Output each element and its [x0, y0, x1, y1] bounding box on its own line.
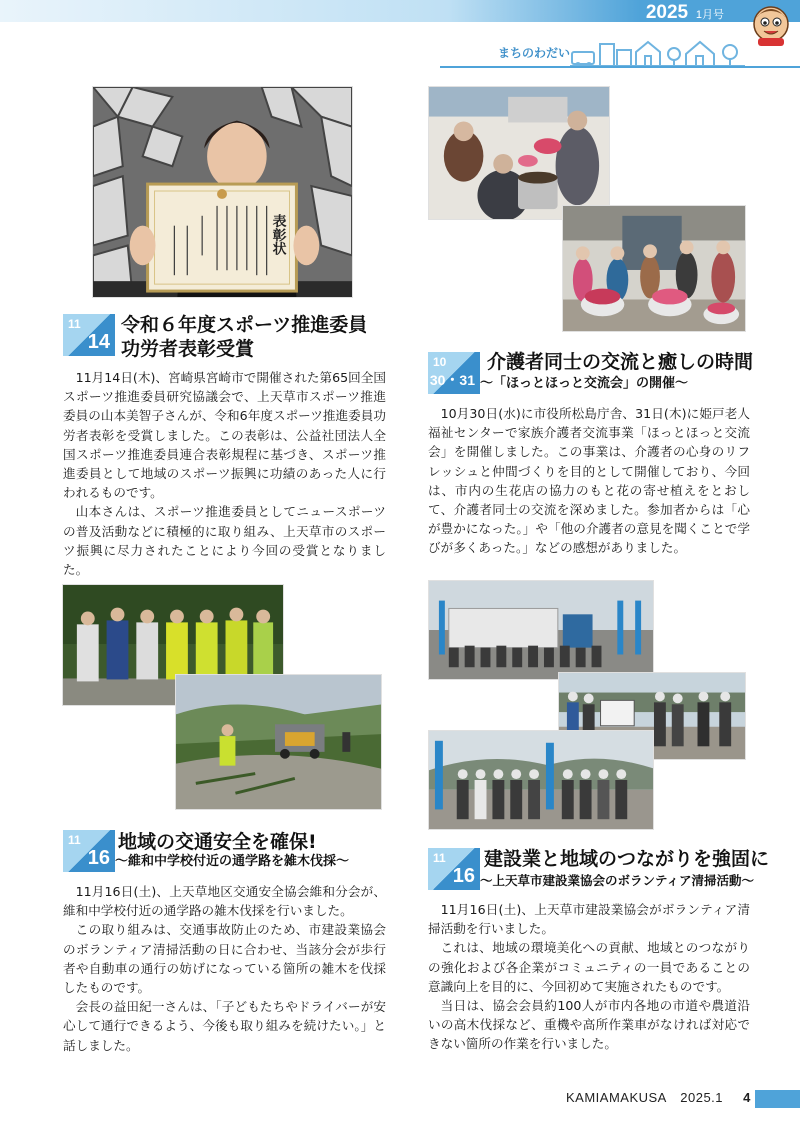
certificate-title: 表彰状 — [269, 213, 286, 256]
paragraph: これは、地域の環境美化への貢献、地域とのつながりの強化および各企業がコミュニティの一員であることの意識向上を目的に、今回初めて実施されたものです。 — [428, 940, 750, 994]
date-day: 16 — [87, 847, 110, 869]
paragraph: 会長の益田紀一さんは、「子どもたちやドライバーが安心して通行できるよう、今後も取り組みを続けたい。」と話しました。 — [63, 999, 386, 1053]
paragraph: 10月30日(水)に市役所松島庁舎、31日(木)に姫戸老人福祉センターで家族介護者交流事業「ほっとほっと交流会」を開催しました。この事業は、介護者の心身のリフレッシュと仲間づくりを目的として開催しており、今回は、市内の生花店の協力のもと花の寄せ植えをとおして、介護者同士の交流を深めました。参加者からは「心が豊かになった。」や「他の介護者の意見を聞くことで学びが多くあった。」などの感想がありました。 — [428, 406, 750, 556]
date-badge — [428, 352, 480, 394]
footer-issue: 2025.1 — [680, 1090, 724, 1105]
houses-and-trees-icon — [570, 36, 745, 68]
issue-month-suffix: 月号 — [702, 9, 724, 21]
award-winner-photo — [92, 86, 353, 298]
article-title: 介護者同士の交流と癒しの時間 — [487, 351, 754, 373]
flower-planting-photo — [428, 86, 610, 220]
date-badge — [63, 314, 115, 356]
paragraph: 11月14日(木)、宮崎県宮崎市で開催された第65回全国スポーツ推進委員研究協議会で、上天草市スポーツ推進委員の山本美智子さんが、令和6年度スポーツ推進委員功労者表彰を受賞しました。この表彰は、公益社団法人全国スポーツ推進委員連合表彰規程に基づき、スポーツ推進委員として地域のスポーツ振興に功績のあった人に行われるものです。 — [63, 370, 386, 501]
paragraph: 11月16日(土)、上天草地区交通安全協会維和分会が、維和中学校付近の通学路の雑木伐採を行いました。 — [63, 884, 386, 919]
article-body — [63, 882, 386, 1055]
magazine-name: KAMIAMAKUSA — [566, 1090, 667, 1105]
date-month: 10 — [433, 355, 447, 369]
date-badge — [428, 848, 480, 890]
issue-year: 2025 — [645, 2, 689, 23]
article-title: 建設業と地域のつながりを強固に — [484, 848, 770, 870]
article-subtitle: ～「ほっとほっと交流会」の開催～ — [480, 376, 689, 391]
page-header — [0, 0, 800, 34]
page-footer — [566, 1090, 751, 1105]
article-body — [428, 900, 750, 1054]
date-month: 11 — [68, 833, 81, 847]
paragraph: 11月16日(土)、上天草市建設業協会がボランティア清掃活動を行いました。 — [428, 902, 750, 937]
association-group-photo-3 — [428, 730, 654, 830]
section-label: まちのわだい — [498, 46, 571, 60]
tree-cutting-photo — [175, 674, 382, 810]
header-band-gradient — [0, 0, 640, 22]
association-group-photo-1 — [428, 580, 654, 680]
caregivers-group-photo — [562, 205, 746, 332]
header-rule — [440, 66, 800, 68]
date-day: 30・31 — [429, 372, 475, 388]
article-subtitle: ～維和中学校付近の通学路を雑木伐採～ — [115, 854, 350, 869]
paragraph: 山本さんは、スポーツ推進委員としてニュースポーツの普及活動などに積極的に取り組み、上天草市のスポーツ振興に尽力されたことにより今回の受賞となりました。 — [63, 504, 386, 578]
article-body — [428, 404, 750, 558]
page-number: 4 — [743, 1090, 751, 1105]
article-body — [63, 368, 386, 579]
date-badge — [63, 830, 115, 872]
paragraph: 当日は、協会会員約100人が市内各地の市道や農道沿いの高木伐採など、重機や高所作業車がなければ対応できない箇所の作業を行いました。 — [428, 998, 750, 1052]
article-title: 地域の交通安全を確保! — [118, 831, 317, 853]
issue-label — [646, 2, 724, 24]
article-subtitle: ～上天草市建設業協会のボランティア清掃活動～ — [480, 873, 755, 888]
date-month: 11 — [68, 317, 81, 331]
date-month: 11 — [433, 851, 446, 865]
paragraph: この取り組みは、交通事故防止のため、市建設業協会のボランティア清掃活動の日に合わせ、当該分会が歩行者や自動車の通行の妨げになっている箇所の雑木を伐採したものです。 — [63, 922, 386, 996]
mascot-character-icon — [748, 2, 794, 48]
date-day: 14 — [87, 331, 110, 353]
article-title: 令和６年度スポーツ推進委員 功労者表彰受賞 — [121, 314, 368, 360]
date-day: 16 — [452, 865, 475, 887]
footer-bar — [755, 1090, 800, 1108]
issue-month: 1 — [695, 9, 702, 21]
